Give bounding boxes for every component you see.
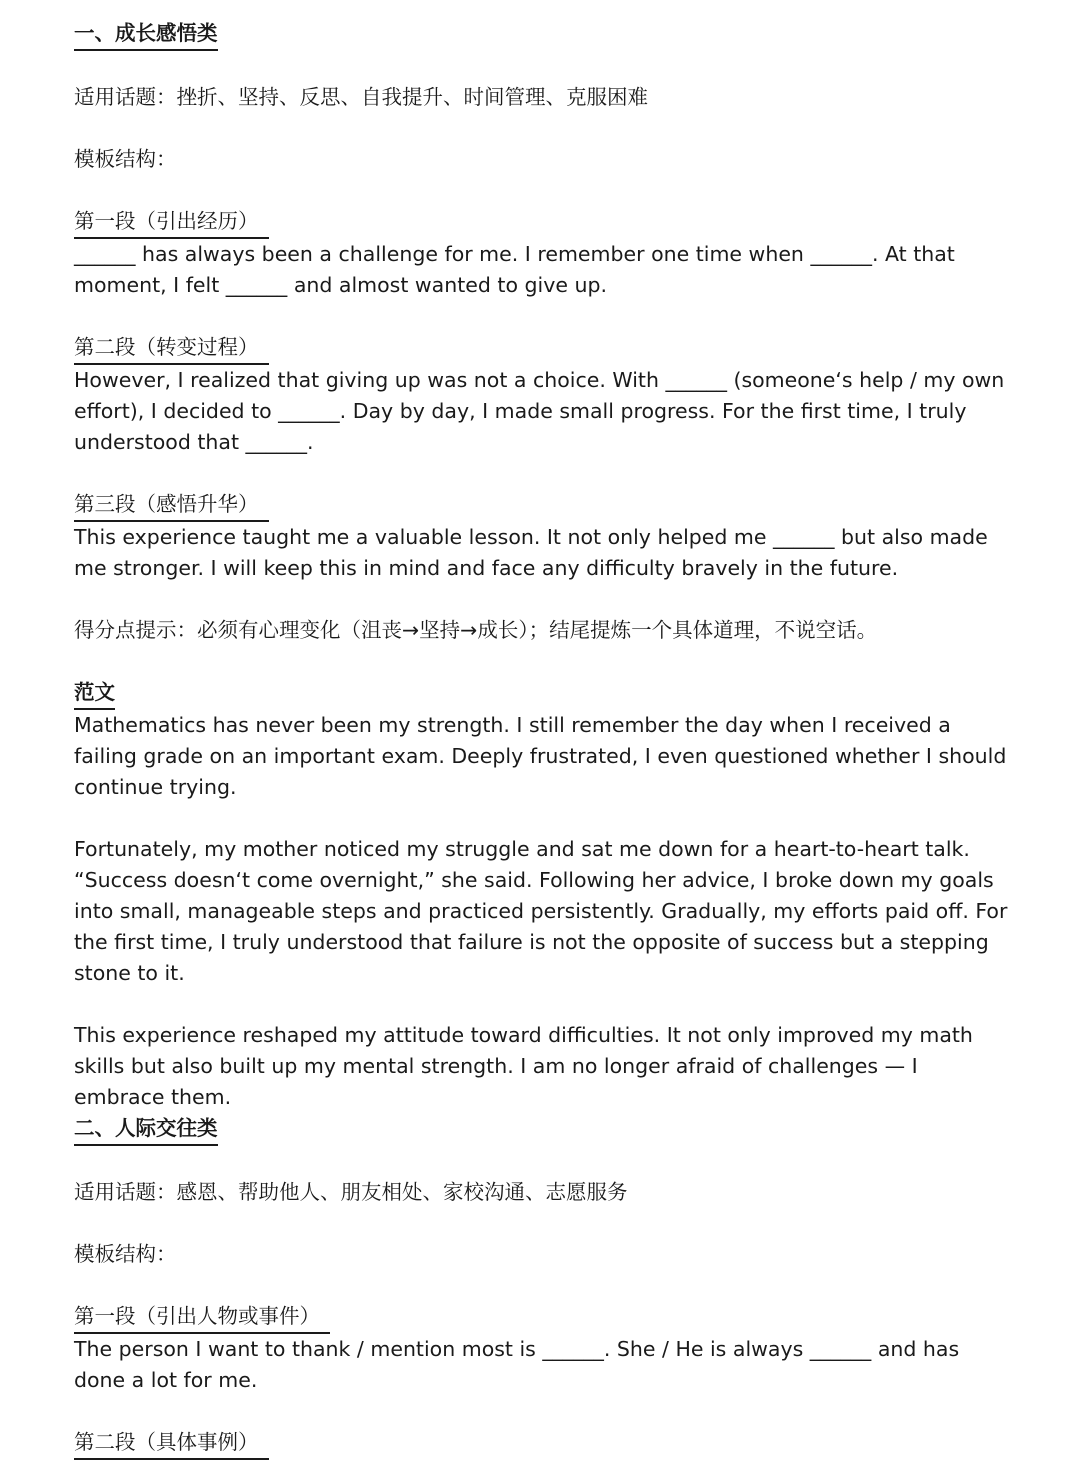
section2-topics: 适用话题：感恩、帮助他人、朋友相处、家校沟通、志愿服务 <box>74 1180 628 1204</box>
section2-heading: 二、人际交往类 <box>74 1113 218 1146</box>
section1-para1-text: ______ has always been a challenge for me. I remember one time when ______. At that moment, I felt ______ and almost wanted to give up. <box>74 242 955 297</box>
section2-para1-text: The person I want to thank / mention most is ______. She / He is always ______ and has done a lot for me. <box>74 1337 960 1392</box>
sample-essay-paragraph-1: Mathematics has never been my strength. I still remember the day when I received a failing grade on an important exam. Deeply frustrated, I even questioned whether I should continue trying. <box>74 713 1007 799</box>
section1-para3-text: This experience taught me a valuable lesson. It not only helped me ______ but also made me stronger. I will keep this in mind and face any difficulty bravely in the future. <box>74 525 988 580</box>
section1-template-label: 模板结构： <box>74 147 177 171</box>
section2-para1-title: 第一段（引出人物或事件） <box>74 1301 330 1334</box>
sample-essay-paragraph-2: Fortunately, my mother noticed my struggle and sat me down for a heart-to-heart talk. “Success doesn‘t come overnight,” she said. Following her advice, I broke down my goals into small, manageable steps and practiced persistently. Gradually, my efforts paid off. For the first time, I truly understood that failure is not the opposite of success but a stepping stone to it. <box>74 837 1008 985</box>
sample-essay-heading: 范文 <box>74 677 115 710</box>
section1-para2-title: 第二段（转变过程） <box>74 332 269 365</box>
section1-para3-title: 第三段（感悟升华） <box>74 489 269 522</box>
section1-para2-text: However, I realized that giving up was not a choice. With ______ (someone‘s help / my own effort), I decided to ______. Day by day, I made small progress. For the first time, I truly understood that ______. <box>74 368 1005 454</box>
section1-para1-title: 第一段（引出经历） <box>74 206 269 239</box>
section1-topics: 适用话题：挫折、坚持、反思、自我提升、时间管理、克服困难 <box>74 85 648 109</box>
document-page <box>74 18 1009 1460</box>
section2-para2-title: 第二段（具体事例） <box>74 1427 269 1460</box>
section1-heading: 一、成长感悟类 <box>74 18 218 51</box>
sample-essay-paragraph-3: This experience reshaped my attitude toward difficulties. It not only improved my math skills but also built up my mental strength. I am no longer afraid of challenges — I embrace them. <box>74 1023 973 1109</box>
section1-tip: 得分点提示：必须有心理变化（沮丧→坚持→成长）；结尾提炼一个具体道理，不说空话。 <box>74 618 878 642</box>
section2-template-label: 模板结构： <box>74 1242 177 1266</box>
